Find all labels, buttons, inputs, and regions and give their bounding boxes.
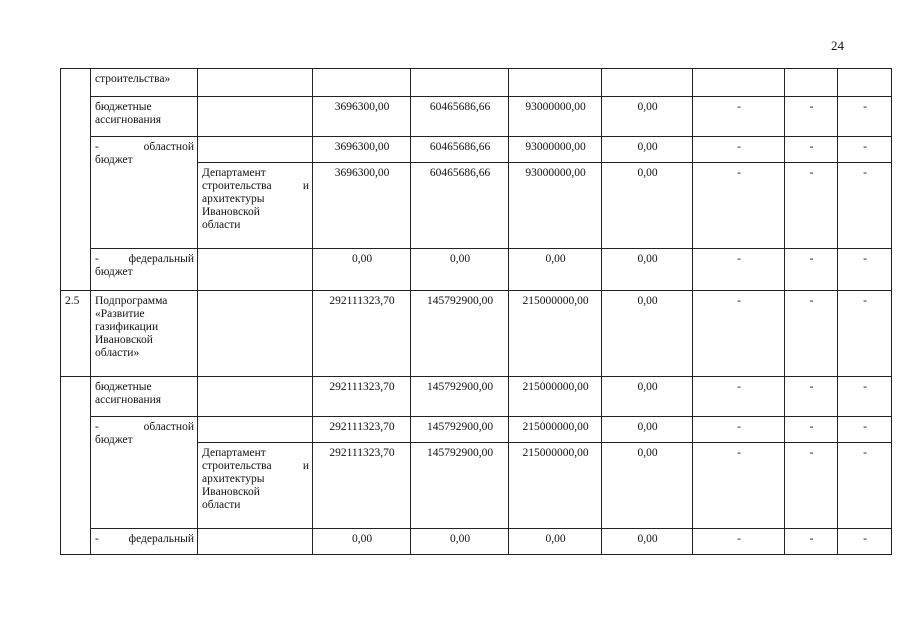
amount-cell: 215000000,00 (509, 291, 602, 377)
cell-line: - областной (95, 141, 194, 153)
cell-line: ассигнования (95, 114, 162, 126)
amount-cell: 60465686,66 (411, 163, 509, 249)
amount-cell: 215000000,00 (509, 377, 602, 417)
cell-line: - федеральный (95, 253, 194, 265)
dash-cell: - (838, 377, 892, 417)
amount-cell: 292111323,70 (313, 443, 411, 529)
cell-line: Подпрограмма (95, 295, 168, 307)
amount-cell: 3696300,00 (313, 163, 411, 249)
cell-line: Департамент (202, 447, 266, 459)
dash-cell: - (693, 163, 785, 249)
row-number-cell (61, 69, 91, 291)
cell-line: области (202, 219, 241, 231)
amount-cell: 0,00 (509, 529, 602, 555)
program-name-cell (91, 529, 198, 555)
amount-cell: 3696300,00 (313, 97, 411, 137)
amount-cell: 0,00 (602, 377, 693, 417)
dash-cell: - (838, 163, 892, 249)
dash-cell: - (838, 97, 892, 137)
cell-line: строительства и (202, 180, 309, 192)
dash-cell: - (785, 137, 838, 163)
table-row (61, 417, 905, 443)
amount-cell: 93000000,00 (509, 97, 602, 137)
amount-cell: 145792900,00 (411, 443, 509, 529)
table-row (61, 377, 905, 417)
dash-cell: - (785, 97, 838, 137)
program-name-cell (91, 137, 198, 249)
program-name-cell (91, 377, 198, 417)
cell-line: ассигнования (95, 394, 162, 406)
amount-cell: 292111323,70 (313, 291, 411, 377)
dash-cell: - (785, 377, 838, 417)
amount-cell: 0,00 (602, 529, 693, 555)
executor-cell (198, 163, 313, 249)
dash-cell (693, 69, 785, 97)
amount-cell: 0,00 (602, 249, 693, 291)
amount-cell: 60465686,66 (411, 137, 509, 163)
dash-cell: - (785, 417, 838, 443)
amount-cell: 0,00 (509, 249, 602, 291)
budget-table (60, 68, 905, 555)
cell-line: газификации (95, 321, 159, 333)
dash-cell (838, 69, 892, 97)
dash-cell: - (838, 529, 892, 555)
program-name-cell (91, 291, 198, 377)
program-name-cell (91, 417, 198, 529)
table-row (61, 291, 905, 377)
row-number-cell (61, 377, 91, 555)
amount-cell: 292111323,70 (313, 417, 411, 443)
row-number-cell: 2.5 (61, 291, 91, 377)
cell-line: - федеральный (95, 533, 194, 545)
dash-cell: - (693, 97, 785, 137)
table-row (61, 249, 905, 291)
amount-cell (313, 69, 411, 97)
amount-cell: 145792900,00 (411, 377, 509, 417)
executor-cell (198, 249, 313, 291)
table-body (61, 69, 905, 555)
dash-cell: - (785, 163, 838, 249)
amount-cell: 3696300,00 (313, 137, 411, 163)
executor-cell (198, 443, 313, 529)
program-name-cell (91, 249, 198, 291)
executor-cell (198, 97, 313, 137)
amount-cell: 60465686,66 (411, 97, 509, 137)
amount-cell: 0,00 (602, 97, 693, 137)
dash-cell: - (693, 291, 785, 377)
dash-cell: - (785, 291, 838, 377)
executor-cell (198, 137, 313, 163)
cell-line: бюджетные (95, 381, 152, 393)
dash-cell: - (693, 249, 785, 291)
amount-cell (411, 69, 509, 97)
cell-line: области (202, 499, 241, 511)
program-name-cell (91, 69, 198, 97)
amount-cell (602, 69, 693, 97)
cell-line: Ивановской (202, 486, 260, 498)
dash-cell: - (838, 443, 892, 529)
dash-cell: - (838, 291, 892, 377)
amount-cell: 215000000,00 (509, 417, 602, 443)
table-row (61, 137, 905, 163)
dash-cell: - (693, 137, 785, 163)
page-number: 24 (831, 38, 844, 53)
executor-cell (198, 529, 313, 555)
table-row (61, 529, 905, 555)
dash-cell: - (838, 137, 892, 163)
cell-line: Ивановской (202, 206, 260, 218)
table-row (61, 69, 905, 97)
cell-line: строительства» (95, 73, 171, 85)
cell-line: бюджет (95, 266, 133, 278)
amount-cell: 0,00 (411, 249, 509, 291)
amount-cell: 0,00 (313, 529, 411, 555)
cell-line: Ивановской (95, 334, 153, 346)
amount-cell: 0,00 (602, 417, 693, 443)
table-row (61, 97, 905, 137)
cell-line: Департамент (202, 167, 266, 179)
cell-line: бюджет (95, 434, 133, 446)
executor-cell (198, 291, 313, 377)
cell-line: «Развитие (95, 308, 145, 320)
cell-line: архитектуры (202, 193, 265, 205)
cell-line: бюджет (95, 154, 133, 166)
amount-cell (509, 69, 602, 97)
amount-cell: 292111323,70 (313, 377, 411, 417)
dash-cell: - (785, 443, 838, 529)
dash-cell: - (785, 529, 838, 555)
amount-cell: 93000000,00 (509, 163, 602, 249)
executor-cell (198, 377, 313, 417)
amount-cell: 0,00 (313, 249, 411, 291)
amount-cell: 215000000,00 (509, 443, 602, 529)
amount-cell: 145792900,00 (411, 291, 509, 377)
cell-line: бюджетные (95, 101, 152, 113)
dash-cell: - (838, 417, 892, 443)
amount-cell: 0,00 (602, 163, 693, 249)
executor-cell (198, 417, 313, 443)
cell-line: архитектуры (202, 473, 265, 485)
cell-line: области» (95, 347, 140, 359)
amount-cell: 145792900,00 (411, 417, 509, 443)
cell-line: строительства и (202, 460, 309, 472)
amount-cell: 93000000,00 (509, 137, 602, 163)
executor-cell (198, 69, 313, 97)
dash-cell (785, 69, 838, 97)
dash-cell: - (693, 417, 785, 443)
amount-cell: 0,00 (411, 529, 509, 555)
cell-line: - областной (95, 421, 194, 433)
dash-cell: - (838, 249, 892, 291)
program-name-cell (91, 97, 198, 137)
amount-cell: 0,00 (602, 443, 693, 529)
dash-cell: - (693, 529, 785, 555)
amount-cell: 0,00 (602, 291, 693, 377)
dash-cell: - (693, 377, 785, 417)
amount-cell: 0,00 (602, 137, 693, 163)
dash-cell: - (693, 443, 785, 529)
dash-cell: - (785, 249, 838, 291)
